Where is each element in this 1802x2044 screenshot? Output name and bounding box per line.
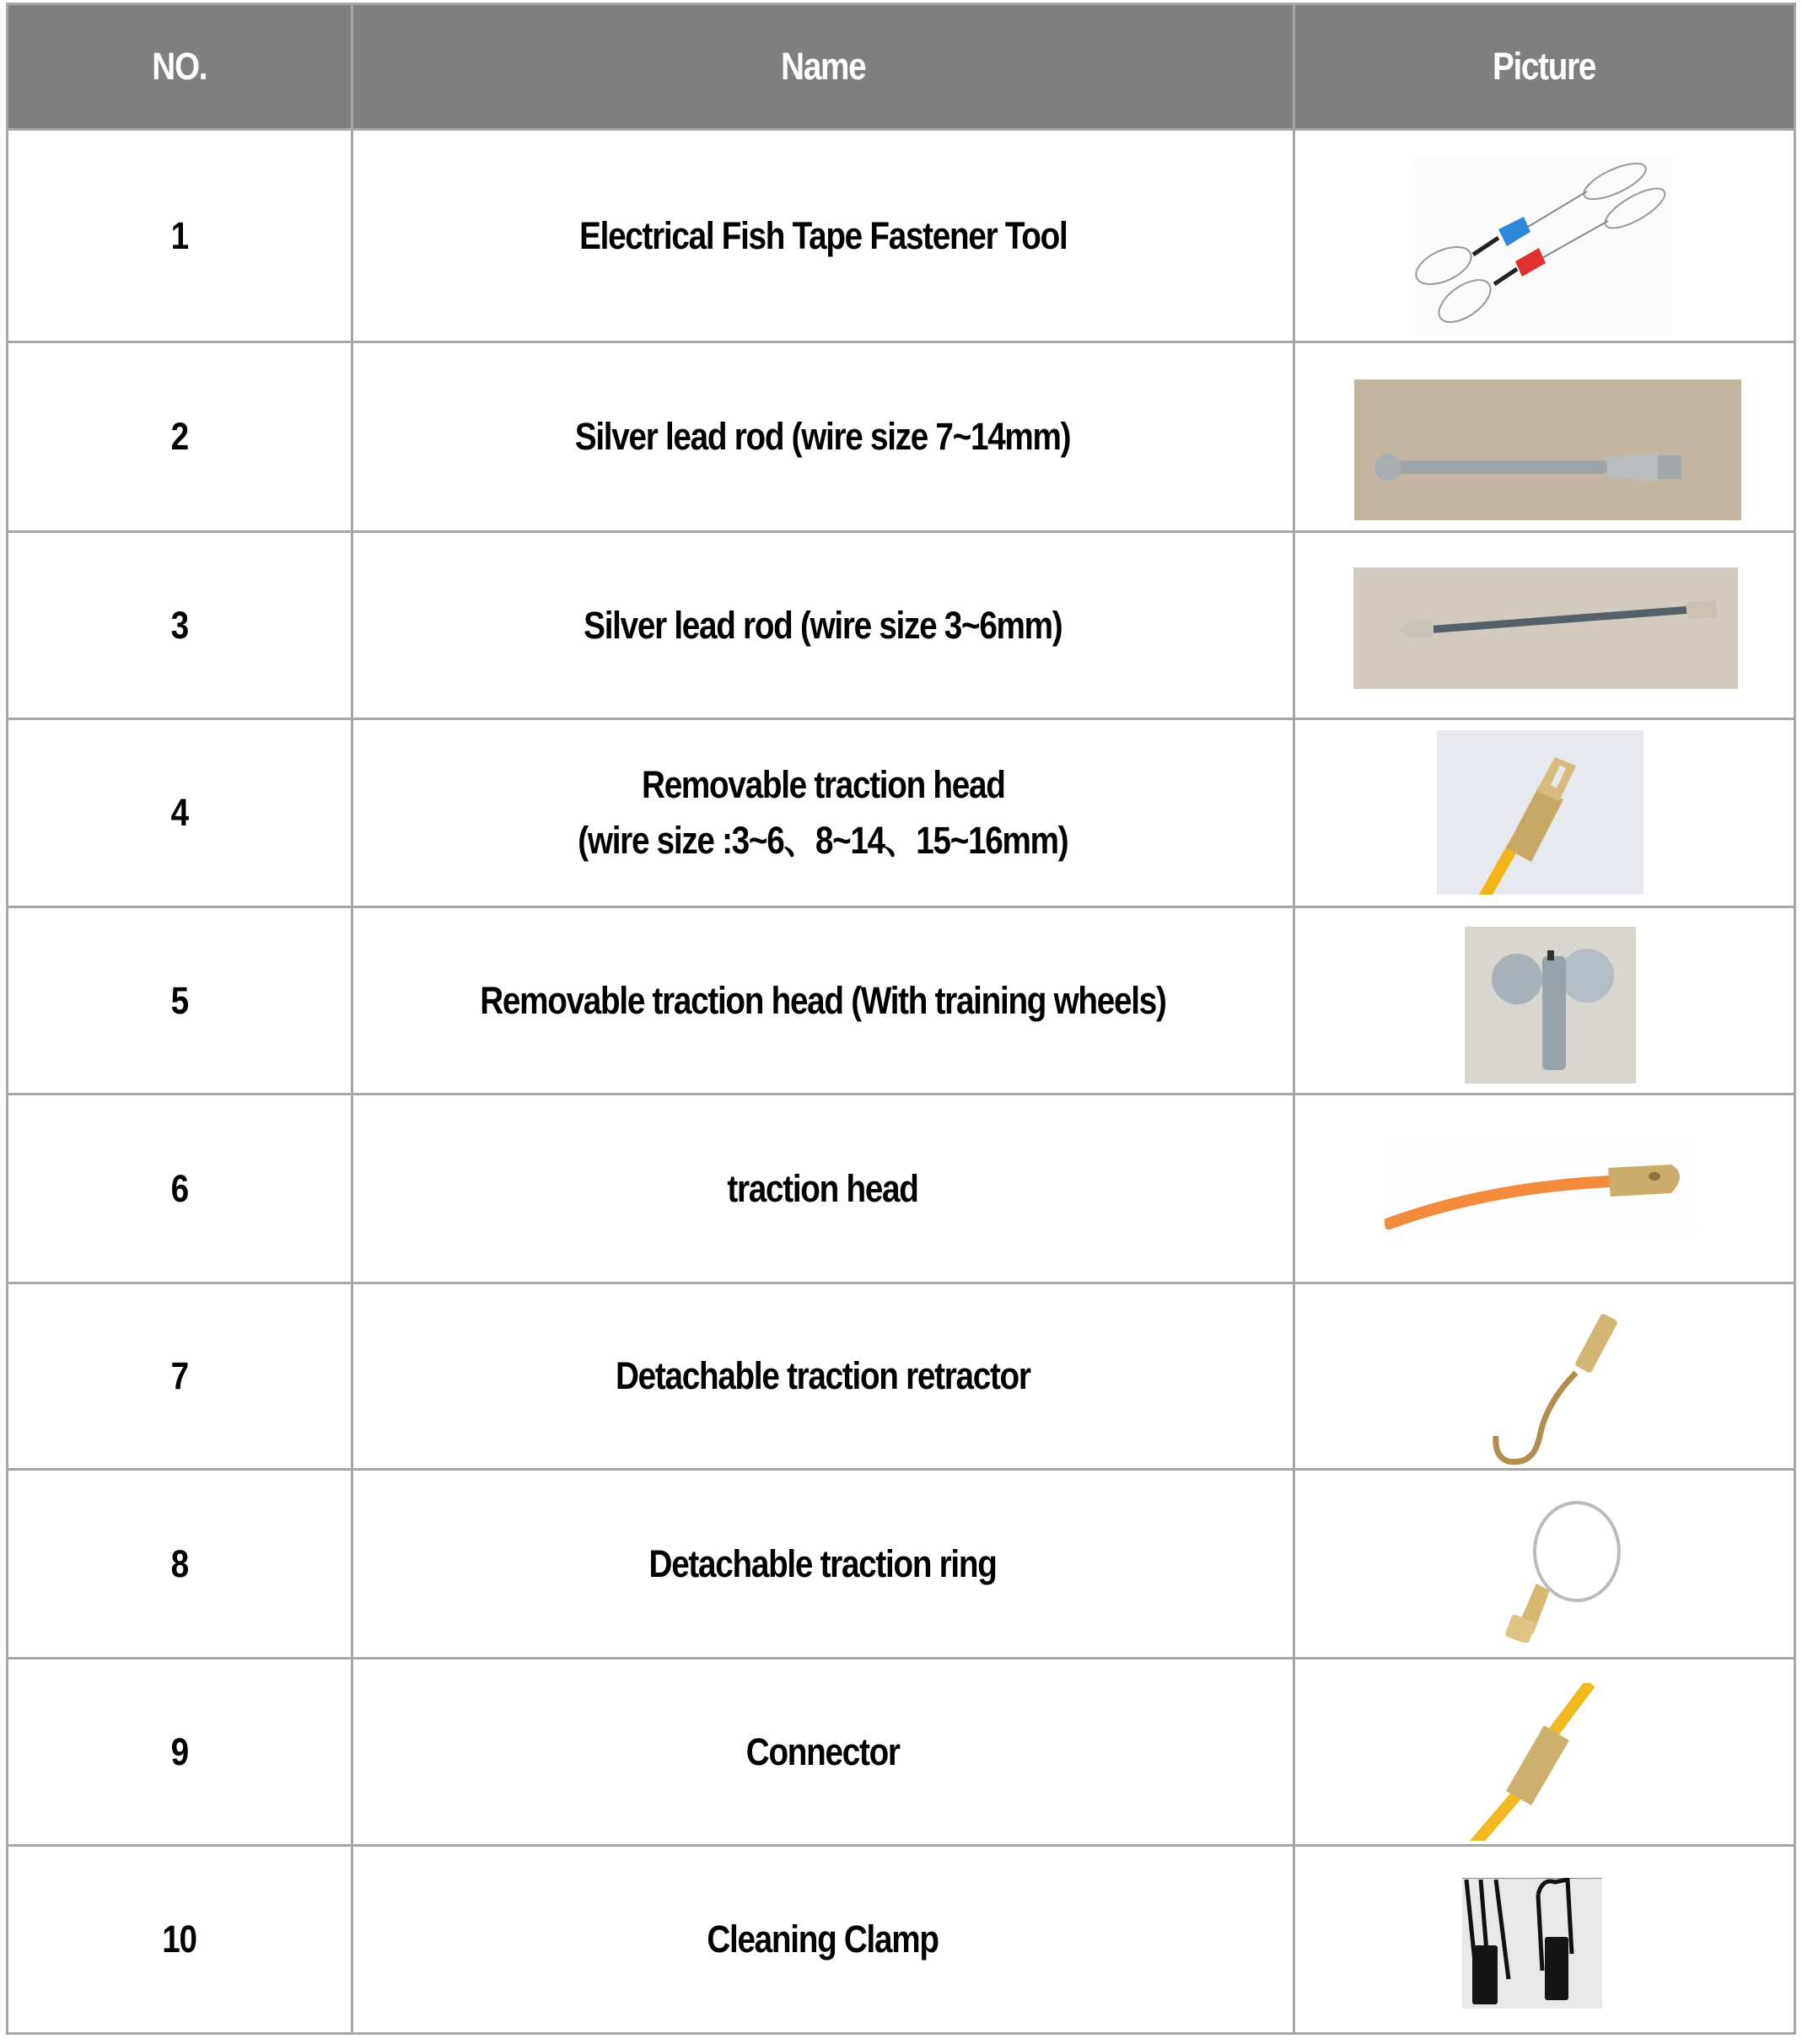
row-name-line-2: (wire size :3~6、8~14、15~16mm) <box>578 819 1068 862</box>
row-name-value: Cleaning Clamp <box>707 1918 939 1961</box>
cleaning-clamp-image <box>1462 1878 1602 2009</box>
traction-head-wheels-image <box>1465 927 1636 1084</box>
connector-image <box>1426 1683 1668 1841</box>
row-no-value: 2 <box>170 415 189 458</box>
row-picture <box>1295 131 1796 343</box>
row-name-value: Silver lead rod (wire size 7~14mm) <box>575 415 1071 458</box>
row-no-value: 6 <box>170 1166 189 1210</box>
table-row <box>6 908 1796 1095</box>
row-no-value: 9 <box>170 1729 189 1773</box>
row-name <box>353 908 1295 1095</box>
row-name <box>353 1847 1295 2035</box>
row-name <box>353 131 1295 343</box>
row-no <box>6 908 353 1095</box>
row-no <box>6 1284 353 1471</box>
row-name-value: Electrical Fish Tape Fastener Tool <box>578 213 1068 257</box>
row-no-value: 8 <box>170 1541 189 1585</box>
row-no-value: 5 <box>170 978 189 1022</box>
row-no <box>6 1659 353 1847</box>
row-no <box>6 343 353 533</box>
row-name <box>353 720 1295 908</box>
row-no-value: 4 <box>170 791 189 834</box>
table-row <box>6 343 1796 533</box>
header-picture <box>1295 3 1796 131</box>
row-picture <box>1295 533 1796 720</box>
row-name <box>353 1659 1295 1847</box>
row-name-value: Detachable traction ring <box>648 1541 998 1585</box>
row-name <box>353 1471 1295 1659</box>
row-no <box>6 1095 353 1284</box>
row-name <box>353 343 1295 533</box>
row-no <box>6 1847 353 2035</box>
fish-tape-fastener-image <box>1414 158 1672 337</box>
row-picture <box>1295 720 1796 908</box>
header-no <box>6 3 353 131</box>
removable-traction-head-image <box>1437 730 1643 895</box>
row-picture <box>1295 1095 1796 1284</box>
table-row <box>6 720 1796 908</box>
row-name-value: Detachable traction retractor <box>616 1354 1030 1397</box>
row-name-value: Silver lead rod (wire size 3~6mm) <box>584 603 1062 647</box>
row-name-value: Removable traction head (With training wheels) <box>480 978 1166 1022</box>
silver-lead-rod-large-image <box>1354 379 1741 520</box>
silver-lead-rod-small-image <box>1353 567 1738 689</box>
row-no-value: 10 <box>162 1918 197 1961</box>
header-picture-label: Picture <box>1493 45 1596 88</box>
row-picture <box>1295 1847 1796 2035</box>
traction-head-image <box>1385 1141 1697 1229</box>
row-name-value: Connector <box>746 1729 900 1773</box>
row-picture <box>1295 1659 1796 1847</box>
row-no <box>6 533 353 720</box>
traction-retractor-hook-image <box>1487 1310 1628 1467</box>
row-no-value: 7 <box>170 1354 189 1397</box>
row-picture <box>1295 1284 1796 1471</box>
row-picture <box>1295 343 1796 533</box>
row-name-line-1: Removable traction head <box>641 763 1005 806</box>
table-row <box>6 1284 1796 1471</box>
table-header-row <box>6 3 1796 131</box>
table-row <box>6 1095 1796 1284</box>
row-no <box>6 1471 353 1659</box>
header-name <box>353 3 1295 131</box>
row-picture <box>1295 908 1796 1095</box>
row-no-value: 3 <box>170 603 189 647</box>
table-row <box>6 1659 1796 1847</box>
header-name-label: Name <box>780 45 866 88</box>
table-row <box>6 1471 1796 1659</box>
traction-ring-image <box>1484 1499 1628 1643</box>
row-picture <box>1295 1471 1796 1659</box>
row-no <box>6 131 353 343</box>
table-row <box>6 533 1796 720</box>
row-name <box>353 1284 1295 1471</box>
table-row <box>6 131 1796 343</box>
row-name <box>353 1095 1295 1284</box>
row-name <box>353 533 1295 720</box>
table-row <box>6 1847 1796 2035</box>
row-name-value: traction head <box>727 1166 919 1210</box>
row-no <box>6 720 353 908</box>
header-no-label: NO. <box>152 45 207 88</box>
row-no-value: 1 <box>170 213 189 257</box>
